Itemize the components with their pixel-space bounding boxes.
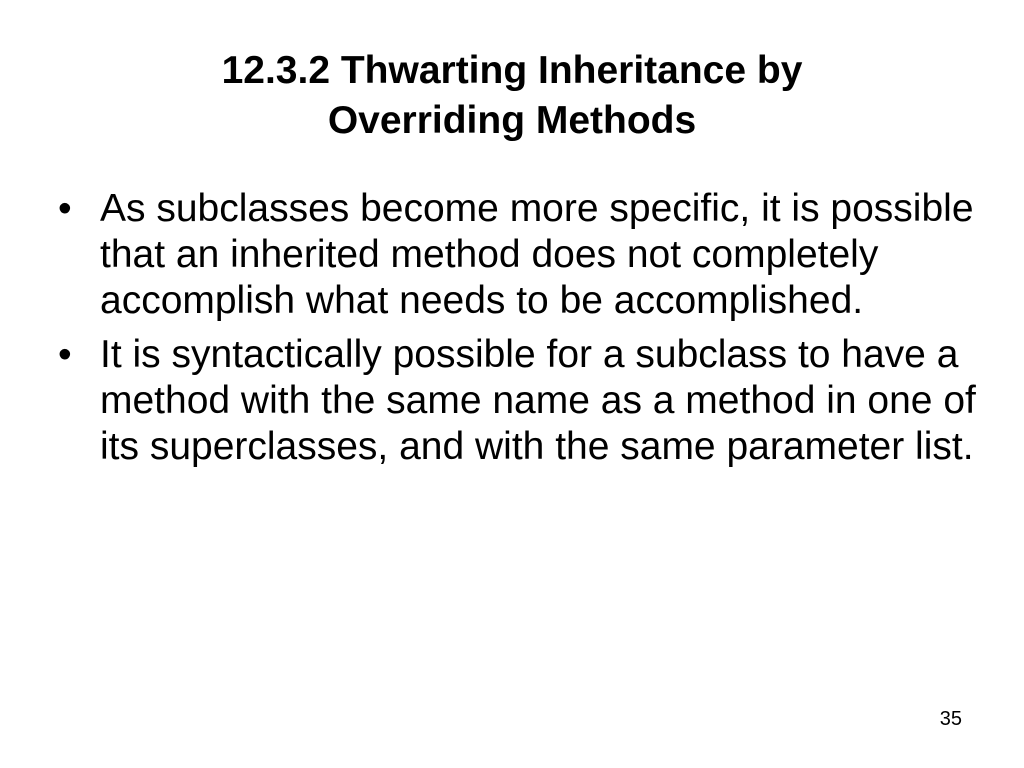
bullet-dot-icon: • bbox=[58, 333, 72, 376]
slide-title: 12.3.2 Thwarting Inheritance by Overriding Methods bbox=[221, 49, 803, 142]
bullet-item bbox=[58, 186, 978, 324]
bullet-dot-icon: • bbox=[58, 187, 72, 230]
page-number: 35 bbox=[939, 708, 962, 730]
bullet-list bbox=[58, 186, 978, 478]
bullet-text: It is syntactically possible for a subclass to have a method with the same name as a method in one of its superclasses, and with the same parameter list. bbox=[100, 333, 976, 468]
bullet-text: As subclasses become more specific, it is possible that an inherited method does not completely accomplish what needs to be accomplished. bbox=[100, 187, 974, 322]
bullet-item bbox=[58, 332, 978, 470]
